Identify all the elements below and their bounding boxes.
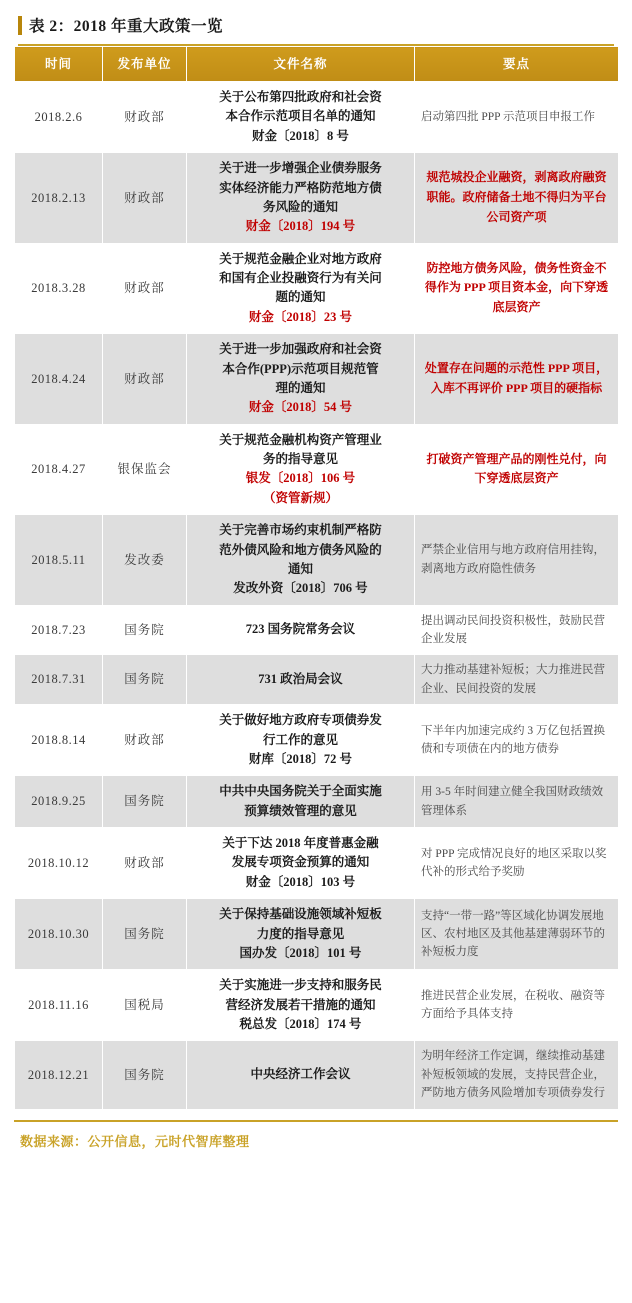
doc-line: 723 国务院常务会议: [245, 622, 356, 637]
table-row: [15, 243, 619, 334]
doc-line: 务的指导意见: [262, 452, 338, 466]
table-row: [15, 828, 619, 899]
cell-key: 防控地方债务风险，债务性资金不得作为 PPP 项目资本金，向下穿透底层资产: [415, 243, 619, 334]
table-row: [15, 970, 619, 1041]
cell-doc: [187, 776, 415, 828]
cell-org: 财政部: [103, 828, 187, 899]
cell-doc: [187, 82, 415, 153]
doc-line: 关于进一步加强政府和社会资: [219, 342, 382, 357]
doc-line: 实体经济能力严格防范地方债: [219, 180, 382, 195]
cell-date: 2018.7.23: [15, 605, 103, 655]
doc-line: 关于公布第四批政府和社会资: [219, 90, 382, 104]
table-row: [15, 776, 619, 828]
doc-line: 财金〔2018〕23 号: [248, 309, 353, 324]
cell-org: 国务院: [103, 776, 187, 828]
cell-date: 2018.10.30: [15, 899, 103, 970]
doc-line: 本合作示范项目名单的通知: [225, 109, 376, 124]
doc-line: 关于下达 2018 年度普惠金融: [222, 836, 379, 851]
cell-date: 2018.2.6: [15, 82, 103, 153]
cell-doc: [187, 1041, 415, 1109]
title-accent-bar: [18, 16, 22, 35]
table-row: [15, 1041, 619, 1109]
cell-doc: [187, 970, 415, 1041]
cell-doc: [187, 605, 415, 655]
cell-date: 2018.8.14: [15, 705, 103, 776]
table-row: [15, 153, 619, 244]
doc-line: 财金〔2018〕103 号: [245, 874, 356, 889]
doc-line: 银发〔2018〕106 号: [245, 471, 356, 486]
cell-org: 财政部: [103, 705, 187, 776]
cell-date: 2018.10.12: [15, 828, 103, 899]
cell-date: 2018.4.24: [15, 334, 103, 425]
doc-line: 理的通知: [275, 380, 326, 395]
cell-key: 推进民营企业发展，在税收、融资等方面给予具体支持: [415, 970, 619, 1041]
doc-line: 题的通知: [275, 290, 326, 305]
table-row: [15, 605, 619, 655]
cell-key: 为明年经济工作定调，继续推动基建补短板领域的发展，支持民营企业，严防地方债务风险增加专项债券发行: [415, 1041, 619, 1109]
table-row: [15, 334, 619, 425]
cell-key: 支持“一带一路”等区域化协调发展地区、农村地区及其他基建薄弱环节的补短板力度: [415, 899, 619, 970]
doc-line: 行工作的意见: [262, 732, 338, 747]
cell-org: 财政部: [103, 153, 187, 244]
policy-table: [14, 46, 619, 1110]
page-title: 表 2：2018 年重大政策一览: [29, 18, 224, 35]
doc-line: 务风险的通知: [262, 199, 338, 214]
doc-line: 本合作(PPP)示范项目规范管: [222, 361, 379, 376]
cell-date: 2018.4.27: [15, 424, 103, 515]
doc-line: 财金〔2018〕54 号: [248, 400, 353, 415]
doc-line: 关于完善市场约束机制严格防: [219, 523, 382, 538]
cell-key: 规范城投企业融资，剥离政府融资职能。政府储备土地不得归为平台公司资产项: [415, 153, 619, 244]
doc-line: （资管新规）: [262, 490, 338, 505]
table-row: [15, 424, 619, 515]
doc-line: 国办发〔2018〕101 号: [239, 945, 362, 960]
table-body: [15, 82, 619, 1110]
cell-key: 启动第四批 PPP 示范项目申报工作: [415, 82, 619, 153]
cell-doc: [187, 153, 415, 244]
cell-org: 国税局: [103, 970, 187, 1041]
cell-doc: [187, 828, 415, 899]
cell-key: 大力推动基建补短板；大力推进民营企业、民间投资的发展: [415, 655, 619, 705]
doc-line: 关于规范金融企业对地方政府: [219, 251, 382, 266]
cell-key: 严禁企业信用与地方政府信用挂钩，剥离地方政府隐性债务: [415, 515, 619, 606]
doc-line: 关于做好地方政府专项债券发: [219, 713, 382, 728]
table-row: [15, 82, 619, 153]
cell-date: 2018.5.11: [15, 515, 103, 606]
cell-key: 打破资产管理产品的刚性兑付，向下穿透底层资产: [415, 424, 619, 515]
cell-doc: [187, 899, 415, 970]
cell-date: 2018.11.16: [15, 970, 103, 1041]
table-row: [15, 515, 619, 606]
cell-org: 财政部: [103, 334, 187, 425]
cell-doc: [187, 655, 415, 705]
doc-line: 中共中央国务院关于全面实施: [219, 784, 382, 799]
cell-key: 对 PPP 完成情况良好的地区采取以奖代补的形式给予奖励: [415, 828, 619, 899]
cell-org: 财政部: [103, 82, 187, 153]
column-header-date: 时间: [15, 47, 103, 82]
doc-line: 税总发〔2018〕174 号: [239, 1017, 362, 1032]
doc-line: 通知: [287, 561, 313, 576]
cell-date: 2018.12.21: [15, 1041, 103, 1109]
doc-line: 关于保持基础设施领域补短板: [219, 907, 382, 922]
doc-line: 财金〔2018〕194 号: [245, 219, 356, 234]
cell-key: 处置存在问题的示范性 PPP 项目，入库不再评价 PPP 项目的硬指标: [415, 334, 619, 425]
cell-key: 提出调动民间投资积极性，鼓励民营企业发展: [415, 605, 619, 655]
cell-org: 财政部: [103, 243, 187, 334]
doc-line: 关于规范金融机构资产管理业: [219, 432, 382, 447]
doc-line: 中央经济工作会议: [250, 1067, 351, 1082]
column-header-key: 要点: [415, 47, 619, 82]
cell-doc: [187, 515, 415, 606]
cell-org: 国务院: [103, 1041, 187, 1109]
doc-line: 和国有企业投融资行为有关问: [219, 271, 382, 285]
cell-date: 2018.2.13: [15, 153, 103, 244]
table-header-row: [15, 47, 619, 82]
cell-date: 2018.3.28: [15, 243, 103, 334]
source-footer: 数据来源：公开信息，元时代智库整理: [14, 1120, 618, 1164]
cell-org: 发改委: [103, 515, 187, 606]
doc-line: 财库〔2018〕72 号: [248, 751, 353, 766]
cell-doc: [187, 705, 415, 776]
cell-org: 银保监会: [103, 424, 187, 515]
column-header-doc: 文件名称: [187, 47, 415, 82]
title-row: [14, 0, 618, 44]
cell-date: 2018.9.25: [15, 776, 103, 828]
doc-line: 财金〔2018〕8 号: [252, 128, 349, 143]
doc-line: 关于实施进一步支持和服务民: [219, 978, 382, 993]
doc-line: 发改外资〔2018〕706 号: [233, 581, 368, 596]
table-row: [15, 899, 619, 970]
cell-org: 国务院: [103, 899, 187, 970]
doc-line: 发展专项资金预算的通知: [231, 855, 370, 870]
doc-line: 731 政治局会议: [258, 672, 343, 687]
cell-org: 国务院: [103, 605, 187, 655]
cell-key: 下半年内加速完成约 3 万亿包括置换债和专项债在内的地方债券: [415, 705, 619, 776]
doc-line: 营经济发展若干措施的通知: [225, 997, 376, 1012]
cell-doc: [187, 243, 415, 334]
doc-line: 关于进一步增强企业债券服务: [219, 161, 382, 176]
cell-key: 用 3-5 年时间建立健全我国财政绩效管理体系: [415, 776, 619, 828]
doc-line: 力度的指导意见: [256, 926, 345, 941]
cell-org: 国务院: [103, 655, 187, 705]
doc-line: 范外债风险和地方债务风险的: [219, 542, 382, 557]
cell-date: 2018.7.31: [15, 655, 103, 705]
table-row: [15, 655, 619, 705]
column-header-org: 发布单位: [103, 47, 187, 82]
cell-doc: [187, 334, 415, 425]
table-row: [15, 705, 619, 776]
doc-line: 预算绩效管理的意见: [244, 803, 357, 818]
cell-doc: [187, 424, 415, 515]
